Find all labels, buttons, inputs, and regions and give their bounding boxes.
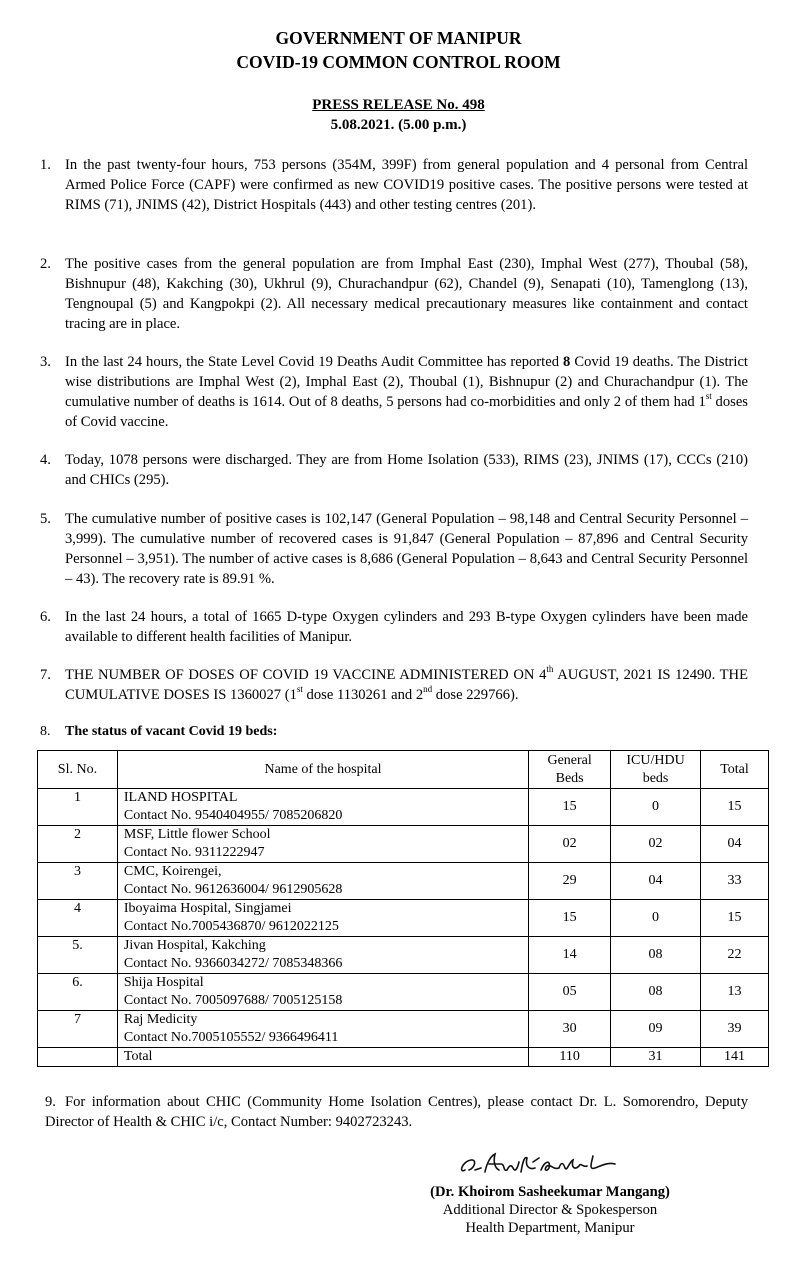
paragraph-number: 8.: [40, 724, 51, 739]
hospital-name: Jivan Hospital, Kakching: [123, 938, 266, 953]
vacant-beds-table: [37, 750, 769, 1067]
paragraph-9: [45, 1092, 748, 1132]
header-sl-no: Sl. No.: [38, 751, 118, 789]
cell-general-beds: 05: [529, 974, 611, 1011]
signatory-name: (Dr. Khoirom Sasheekumar Mangang): [430, 1184, 670, 1200]
header-text: ICU/HDU: [626, 752, 685, 768]
header-general-beds: [529, 751, 611, 789]
press-release-title: PRESS RELEASE No. 498: [312, 97, 485, 113]
text-part: dose 229766).: [432, 687, 519, 703]
cell-icu-beds: 0: [611, 789, 701, 826]
paragraph-text: In the last 24 hours, a total of 1665 D-type Oxygen cylinders and 293 B-type Oxygen cylinders have been made available to different health facilities of Manipur.: [65, 609, 748, 645]
paragraph-number: 1.: [40, 157, 51, 173]
cell-sl-no: 2: [38, 826, 118, 863]
table-total-row: [38, 1048, 769, 1067]
cell-hospital: [117, 937, 528, 974]
cell-icu-beds: 02: [611, 826, 701, 863]
cell-general-beds: 02: [529, 826, 611, 863]
cell-icu-beds: 08: [611, 974, 701, 1011]
cell-empty: [38, 1048, 118, 1067]
superscript: th: [546, 664, 554, 675]
cell-total: 39: [701, 1011, 769, 1048]
table-row: [38, 863, 769, 900]
cell-general-beds: 14: [529, 937, 611, 974]
text-part: AUGUST, 2021 IS 12490. THE CUMULATIVE DOSES IS 1360027 (1: [65, 667, 748, 703]
hospital-contact: Contact No.7005436870/ 9612022125: [123, 919, 339, 934]
table-row: [38, 974, 769, 1011]
cell-hospital: [117, 789, 528, 826]
text-part: Covid 19 deaths. The District wise distributions are Imphal West (2), Imphal East (2), Thoubal (1), Bishnupur (2) and Churachandpur (1). The cumulative number of deaths is 1614. Out of 8 deaths, 5 persons had co-morbidities and only 2 of them had 1: [65, 354, 748, 410]
paragraph-number: 4.: [40, 452, 51, 468]
signatory-title: Additional Director & Spokesperson: [442, 1202, 658, 1218]
cell-total-general: 110: [529, 1048, 611, 1067]
signatory-department: Health Department, Manipur: [465, 1220, 635, 1236]
paragraph-number: 9.: [45, 1094, 56, 1110]
signature-image: [455, 1148, 630, 1187]
header-hospital-name: Name of the hospital: [117, 751, 528, 789]
cell-hospital: [117, 826, 528, 863]
paragraph-text: The cumulative number of positive cases is 102,147 (General Population – 98,148 and Central Security Personnel – 3,999). The cumulative number of recovered cases is 91,847 (General Population – 87,896 and Central Security Personnel – 3,951). The number of active cases is 8,686 (General Population – 8,643 and Central Security Personnel – 43). The recovery rate is 89.91 %.: [65, 511, 748, 587]
paragraph-text: The positive cases from the general population are from Imphal East (230), Imphal West (277), Thoubal (58), Bishnupur (48), Kakching (30), Ukhrul (9), Churachandpur (62), Chandel (9), Senapati (10), Tamenglong (13), Tengnoupal (5) and Kangpokpi (2). All necessary medical precautionary measures like containment and contact tracing are in place.: [65, 256, 748, 332]
text-part: In the last 24 hours, the State Level Covid 19 Deaths Audit Committee has reported: [65, 354, 564, 370]
cell-sl-no: 3: [38, 863, 118, 900]
cell-total: 22: [701, 937, 769, 974]
hospital-name: CMC, Koirengei,: [123, 864, 222, 879]
hospital-contact: Contact No. 9311222947: [123, 845, 265, 860]
cell-sl-no: 7: [38, 1011, 118, 1048]
hospital-name: Shija Hospital: [123, 975, 204, 990]
header-text: beds: [642, 770, 669, 786]
hospital-name: Raj Medicity: [123, 1012, 198, 1027]
hospital-contact: Contact No. 9612636004/ 9612905628: [123, 882, 343, 897]
table-row: [38, 1011, 769, 1048]
paragraph-7: [40, 665, 748, 705]
paragraph-2: [40, 254, 748, 334]
signatory-block: [400, 1183, 700, 1237]
header-text: General: [547, 752, 592, 768]
hospital-contact: Contact No. 9366034272/ 7085348366: [123, 956, 343, 971]
cell-hospital: [117, 974, 528, 1011]
table-row: [38, 937, 769, 974]
cell-general-beds: 30: [529, 1011, 611, 1048]
hospital-contact: Contact No. 9540404955/ 7085206820: [123, 808, 343, 823]
paragraph-8: [40, 722, 748, 742]
table-header-row: [38, 751, 769, 789]
paragraph-text: Today, 1078 persons were discharged. They are from Home Isolation (533), RIMS (23), JNIMS (17), CCCs (210) and CHICs (295).: [65, 452, 748, 488]
cell-sl-no: 1: [38, 789, 118, 826]
control-room-title: COVID-19 COMMON CONTROL ROOM: [236, 52, 561, 72]
cell-total: 33: [701, 863, 769, 900]
cell-sl-no: 4: [38, 900, 118, 937]
paragraph-text: For information about CHIC (Community Home Isolation Centres), please contact Dr. L. Somorendro, Deputy Director of Health & CHIC i/c, Contact Number: 9402723243.: [45, 1094, 748, 1130]
cell-sl-no: 6.: [38, 974, 118, 1011]
cell-general-beds: 15: [529, 900, 611, 937]
cell-total: 13: [701, 974, 769, 1011]
cell-hospital: [117, 1011, 528, 1048]
paragraph-text: [65, 352, 748, 432]
deaths-count: 8: [563, 354, 571, 370]
cell-hospital: [117, 900, 528, 937]
cell-icu-beds: 09: [611, 1011, 701, 1048]
table-row: [38, 826, 769, 863]
superscript: st: [296, 684, 303, 695]
cell-hospital: [117, 863, 528, 900]
paragraph-number: 2.: [40, 256, 51, 272]
cell-total-icu: 31: [611, 1048, 701, 1067]
beds-status-heading: The status of vacant Covid 19 beds:: [65, 724, 278, 739]
header-icu-beds: [611, 751, 701, 789]
cell-total-label: Total: [117, 1048, 528, 1067]
cell-icu-beds: 04: [611, 863, 701, 900]
cell-general-beds: 15: [529, 789, 611, 826]
press-release-date: 5.08.2021. (5.00 p.m.): [330, 117, 467, 133]
paragraph-number: 3.: [40, 354, 51, 370]
header-text: Beds: [555, 770, 584, 786]
superscript: st: [705, 391, 712, 402]
header-total: Total: [701, 751, 769, 789]
text-part: dose 1130261 and 2: [302, 687, 424, 703]
table-row: [38, 900, 769, 937]
paragraph-6: [40, 607, 748, 647]
paragraph-number: 6.: [40, 609, 51, 625]
hospital-name: MSF, Little flower School: [123, 827, 271, 842]
paragraph-number: 7.: [40, 667, 51, 683]
cell-icu-beds: 0: [611, 900, 701, 937]
superscript: nd: [423, 684, 433, 695]
paragraph-5: [40, 509, 748, 589]
paragraph-text: In the past twenty-four hours, 753 persons (354M, 399F) from general population and 4 personal from Central Armed Police Force (CAPF) were confirmed as new COVID19 positive cases. The positive persons were tested at RIMS (71), JNIMS (42), District Hospitals (443) and other testing centres (201).: [65, 157, 748, 213]
paragraph-text: [65, 665, 748, 705]
cell-total-total: 141: [701, 1048, 769, 1067]
cell-total: 04: [701, 826, 769, 863]
hospital-contact: Contact No.7005105552/ 9366496411: [123, 1030, 339, 1045]
cell-general-beds: 29: [529, 863, 611, 900]
paragraph-1: [40, 155, 748, 215]
cell-icu-beds: 08: [611, 937, 701, 974]
hospital-contact: Contact No. 7005097688/ 7005125158: [123, 993, 343, 1008]
paragraph-4: [40, 450, 748, 490]
paragraph-3: [40, 352, 748, 432]
hospital-name: Iboyaima Hospital, Singjamei: [123, 901, 292, 916]
text-part: doses of Covid vaccine.: [65, 394, 748, 430]
text-part: THE NUMBER OF DOSES OF COVID 19 VACCINE ADMINISTERED ON 4: [65, 667, 547, 683]
cell-sl-no: 5.: [38, 937, 118, 974]
press-release-heading: [0, 95, 797, 135]
hospital-name: ILAND HOSPITAL: [123, 790, 238, 805]
cell-total: 15: [701, 789, 769, 826]
document-header: [0, 26, 797, 74]
table-row: [38, 789, 769, 826]
cell-total: 15: [701, 900, 769, 937]
government-title: GOVERNMENT OF MANIPUR: [275, 28, 522, 48]
paragraph-number: 5.: [40, 511, 51, 527]
